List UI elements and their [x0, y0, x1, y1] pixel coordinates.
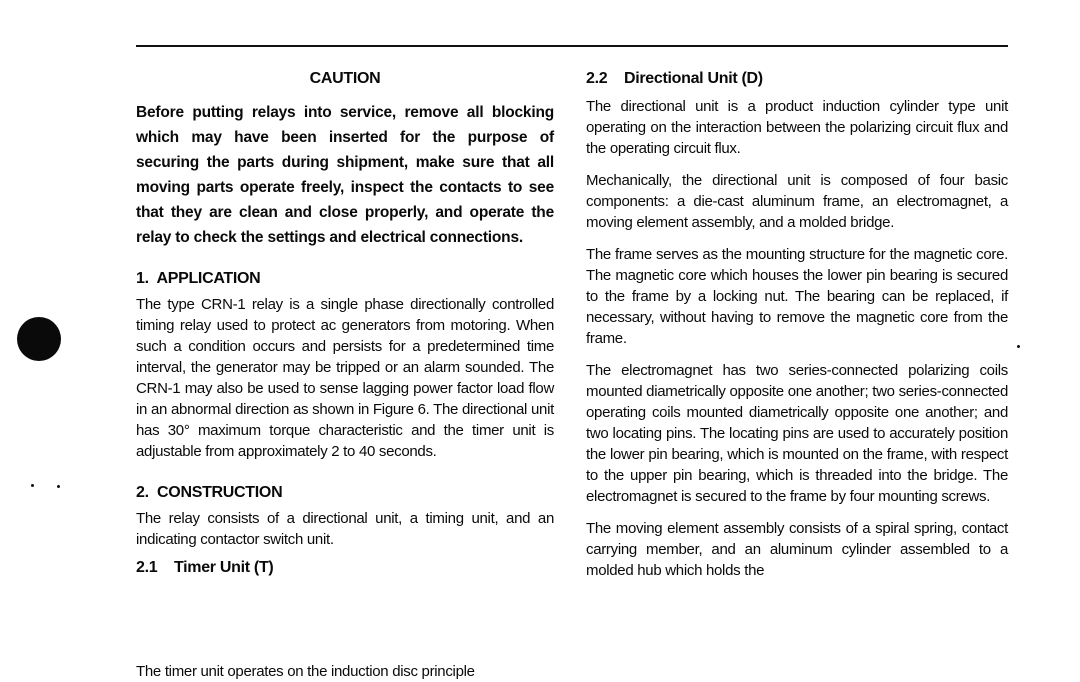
- section-heading-timer-unit: [136, 559, 554, 577]
- scan-speck: [1017, 345, 1020, 348]
- section-title: Timer Unit (T): [173, 559, 274, 576]
- timer-unit-text: The timer unit operates on the induction disc principle: [136, 663, 475, 680]
- directional-paragraph: Mechanically, the directional unit is composed of four basic components: a die-cast aluminum frame, an electromagnet, a moving element assembly, and a molded bridge.: [586, 172, 1008, 231]
- caution-body: Before putting relays into service, remove all blocking which may have been inserted for the purpose of securing the parts during shipment, make sure that all moving parts operate freely, inspect the contacts to see that they are clean and close properly, and operate the relay to check the settings and electrical connections.: [136, 104, 554, 246]
- section-heading-application: [136, 270, 554, 288]
- section-heading-construction: [136, 484, 554, 502]
- application-text: The type CRN-1 relay is a single phase directionally controlled timing relay used to protect ac generators from motoring. When such a condition occurs and persists for a predetermined time interval, the generator may be tripped or an alarm sounded. The CRN-1 may also be used to sense lagging power factor load flow in an abnormal direction as shown in Figure 6. The directional unit has 30° maximum torque characteristic and the timer unit is adjustable from approximately 2 to 40 seconds.: [136, 296, 554, 460]
- scan-speck: [57, 485, 60, 488]
- section-heading-directional-unit: [586, 70, 1008, 88]
- section-title: Directional Unit (D): [623, 70, 763, 87]
- section-number: 2.: [136, 484, 149, 501]
- directional-paragraph: The moving element assembly consists of a spiral spring, contact carrying member, and an aluminum cylinder assembled to a molded hub which holds the: [586, 520, 1008, 579]
- section-number: 2.2: [586, 70, 608, 87]
- directional-paragraph: The electromagnet has two series-connected polarizing coils mounted diametrically opposite one another; two series-connected operating coils mounted diametrically opposite one another; and two locating pins. The locating pins are used to accurately position the lower pin bearing, which is mounted on the frame, with respect to the upper pin bearing, which is threaded into the bridge. The electromagnet is secured to the frame by four mounting screws.: [586, 362, 1008, 505]
- section-title: CONSTRUCTION: [157, 484, 283, 501]
- directional-paragraph: The directional unit is a product induction cylinder type unit operating on the interaction between the polarizing circuit flux and the operating circuit flux.: [586, 98, 1008, 157]
- section-number: 1.: [136, 270, 149, 287]
- directional-paragraph: The frame serves as the mounting structure for the magnetic core. The magnetic core which houses the lower pin bearing is secured to the frame by a locking nut. The bearing can be replaced, if necessary, without having to remove the magnetic core from the frame.: [586, 246, 1008, 347]
- binder-hole: [17, 317, 61, 361]
- header-rule: [136, 45, 1008, 47]
- construction-text: The relay consists of a directional unit, a timing unit, and an indicating contactor switch unit.: [136, 510, 554, 548]
- scan-speck: [31, 484, 34, 487]
- section-number: 2.1: [136, 559, 158, 576]
- cut-off-line: [136, 663, 554, 680]
- right-column: [586, 70, 1008, 581]
- section-title: APPLICATION: [156, 270, 261, 287]
- left-column: [136, 70, 554, 577]
- caution-title: CAUTION: [309, 70, 381, 87]
